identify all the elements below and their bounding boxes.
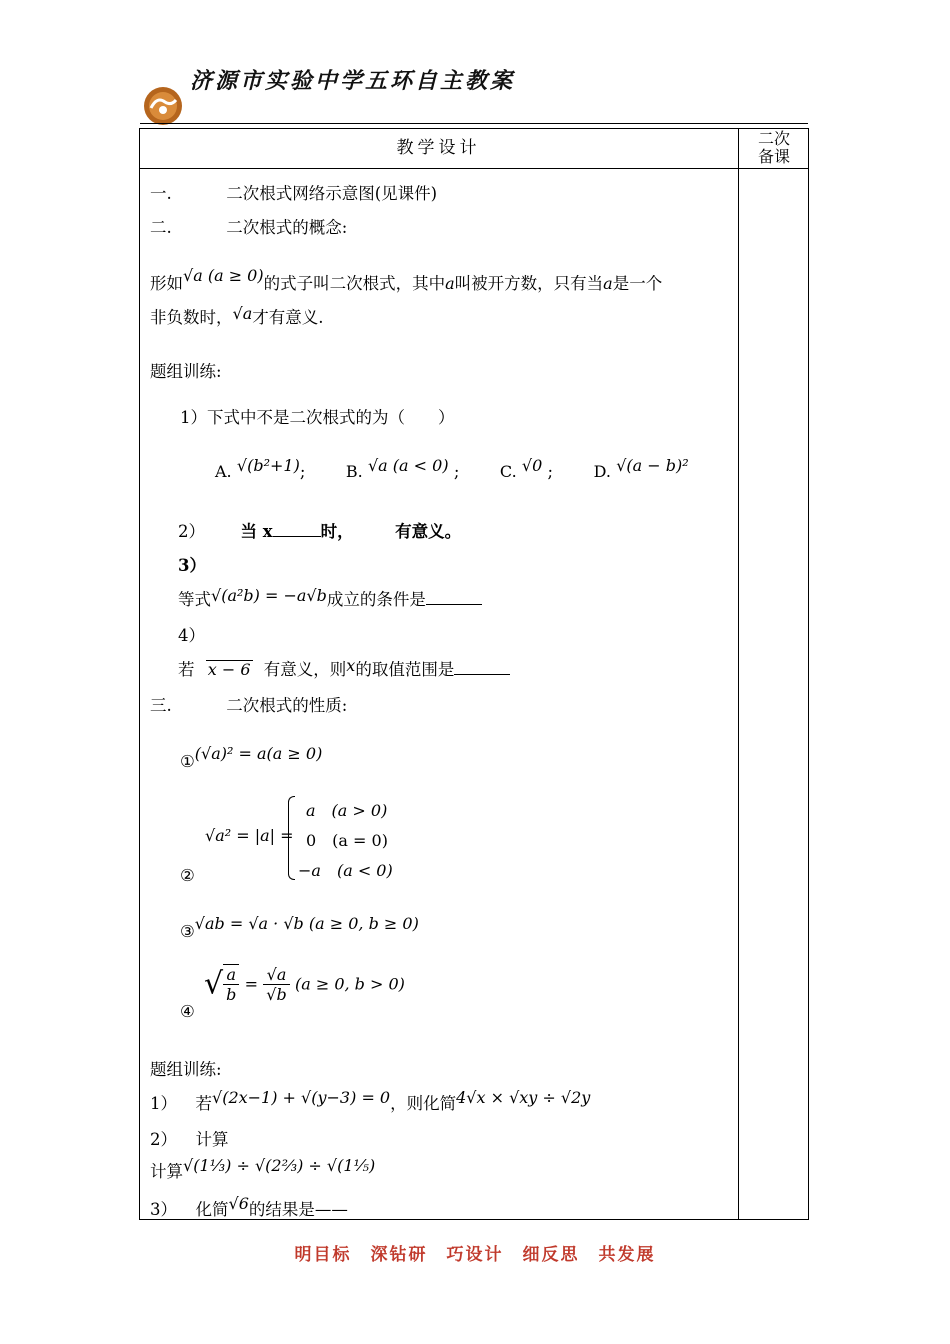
question-3 [178, 586, 482, 610]
property-2-case-3: −a (a < 0) [298, 861, 393, 880]
concept-variable: a [603, 274, 613, 293]
option-separator: ; [547, 462, 554, 481]
header-rule [140, 123, 808, 124]
question-4-text: 若 [178, 660, 195, 679]
drill-2-q1-text: ，则化简 [390, 1094, 457, 1113]
property-2-mark: ② [180, 866, 195, 885]
option-d-formula: √(a − b)² [616, 456, 689, 475]
concept-text: 非负数时， [150, 308, 233, 327]
answer-blank [273, 522, 321, 537]
drill-2-q3-number: 3） [150, 1200, 177, 1219]
drill-2-q3-text: 化简 [195, 1200, 229, 1219]
concept-line-1 [150, 266, 663, 294]
option-separator: ; [299, 462, 306, 481]
concept-variable: a [445, 274, 455, 293]
property-3 [180, 914, 419, 941]
section-2-number: 二. [150, 218, 172, 237]
header-row-divider [139, 168, 809, 169]
concept-formula: √a (a ≥ 0) [183, 266, 264, 285]
footer-motto: 明目标 深钻研 巧设计 细反思 共发展 [294, 1245, 656, 1265]
question-3-text: 成立的条件是 [326, 590, 426, 609]
section-3 [150, 692, 347, 716]
question-2-text: 当 x [240, 522, 273, 541]
property-2-lhs [205, 826, 294, 845]
option-b-label: B. [345, 462, 363, 481]
property-1 [180, 744, 323, 771]
radical-icon: √ [204, 966, 224, 1002]
column-header-design: 教学设计 [396, 138, 481, 158]
concept-line-2 [150, 304, 323, 328]
property-4-mark: ④ [180, 1002, 195, 1021]
question-4-formula: x − 6 [207, 660, 251, 679]
question-2-text: 时， [320, 522, 354, 541]
drill-2-q3-text: 的结果是—— [248, 1200, 348, 1219]
answer-blank [426, 590, 482, 605]
question-3-number: 3） [178, 556, 206, 575]
question-2 [178, 518, 461, 542]
drill-2-q1-number: 1） [150, 1094, 177, 1113]
option-separator: ; [453, 462, 460, 481]
drill-2-question-2 [150, 1126, 229, 1150]
section-2-title: 二次根式的概念: [226, 218, 348, 237]
section-3-number: 三. [150, 696, 172, 715]
question-3-formula: √(a²b) = −a√b [211, 586, 327, 605]
option-b-formula: √a (a < 0) [367, 456, 449, 475]
property-1-mark: ① [180, 752, 195, 771]
concept-text: 才有意义. [252, 308, 324, 327]
column-header-side [739, 128, 809, 166]
option-a-formula: √(b²+1) [236, 456, 300, 475]
property-2-brace [288, 796, 295, 880]
drill-1-title: 题组训练: [150, 362, 222, 381]
property-2-case-1: a (a > 0) [306, 801, 388, 820]
property-3-formula: √ab = √a · √b (a ≥ 0, b ≥ 0) [194, 914, 419, 933]
answer-blank [454, 660, 510, 675]
option-c-label: C. [499, 462, 517, 481]
drill-2-q3-formula: √6 [228, 1194, 249, 1213]
drill-2-q2-text: 计算 [150, 1162, 183, 1181]
drill-2-question-1 [150, 1090, 590, 1114]
question-1-options [215, 456, 689, 481]
drill-2-question-3 [150, 1196, 348, 1220]
question-4-variable: x [346, 656, 356, 675]
drill-2-q1-formula: 4√x × √xy ÷ √2y [456, 1088, 591, 1107]
fraction-denominator: b [226, 985, 237, 1004]
section-2 [150, 214, 347, 238]
question-3-text: 等式 [178, 590, 211, 609]
property-4 [204, 964, 405, 1004]
option-d-label: D. [593, 462, 611, 481]
fraction-numerator: √a [263, 965, 289, 985]
property-1-formula: (√a)² = a(a ≥ 0) [194, 744, 323, 763]
drill-2-question-2b [150, 1158, 375, 1182]
column-divider [738, 128, 739, 1220]
section-1-number: 一. [150, 184, 172, 203]
question-4 [178, 656, 510, 680]
section-3-title: 二次根式的性质: [226, 696, 348, 715]
option-a-label: A. [215, 462, 232, 481]
question-1: 1）下式中不是二次根式的为（ ） [180, 408, 455, 427]
section-1 [150, 180, 437, 204]
drill-2-title: 题组训练: [150, 1060, 222, 1079]
option-c-formula: √0 [521, 456, 543, 475]
school-title: 济源市实验中学五环自主教案 [190, 68, 516, 94]
concept-text: 形如 [150, 274, 183, 293]
drill-2-q2-text: 计算 [195, 1130, 229, 1149]
side-header-text: 二次备课 [757, 129, 790, 166]
property-4-condition: (a ≥ 0, b > 0) [294, 974, 405, 994]
fraction-denominator: √b [266, 984, 287, 1004]
question-4-text: 的取值范围是 [355, 660, 455, 679]
property-2-formula: √a² = |a| = [205, 826, 294, 845]
property-4-rhs [263, 965, 289, 1004]
concept-text: 叫被开方数，只有当 [454, 274, 604, 293]
question-4-text: 有意义，则 [263, 660, 347, 679]
drill-2-q1-text: 若 [195, 1094, 212, 1113]
question-2-text: 有意义。 [395, 522, 462, 541]
concept-formula: √a [232, 304, 253, 323]
section-1-title: 二次根式网络示意图(见课件) [226, 184, 438, 203]
property-2-case-2: 0 (a = 0) [306, 831, 388, 850]
property-4-lhs [223, 964, 239, 1004]
question-2-number: 2） [178, 522, 205, 541]
question-4-number: 4） [178, 626, 205, 645]
drill-2-q1-formula: √(2x−1) + √(y−3) = 0 [212, 1088, 391, 1107]
concept-text: 是一个 [612, 274, 663, 293]
equals-sign: = [244, 974, 259, 994]
school-logo [143, 86, 183, 126]
fraction-numerator: a [223, 965, 239, 985]
drill-2-q2-number: 2） [150, 1130, 177, 1149]
property-3-mark: ③ [180, 922, 195, 941]
drill-2-q2-formula: √(1⅓) ÷ √(2⅔) ÷ √(1⅕) [183, 1156, 376, 1175]
concept-text: 的式子叫二次根式，其中 [263, 274, 446, 293]
